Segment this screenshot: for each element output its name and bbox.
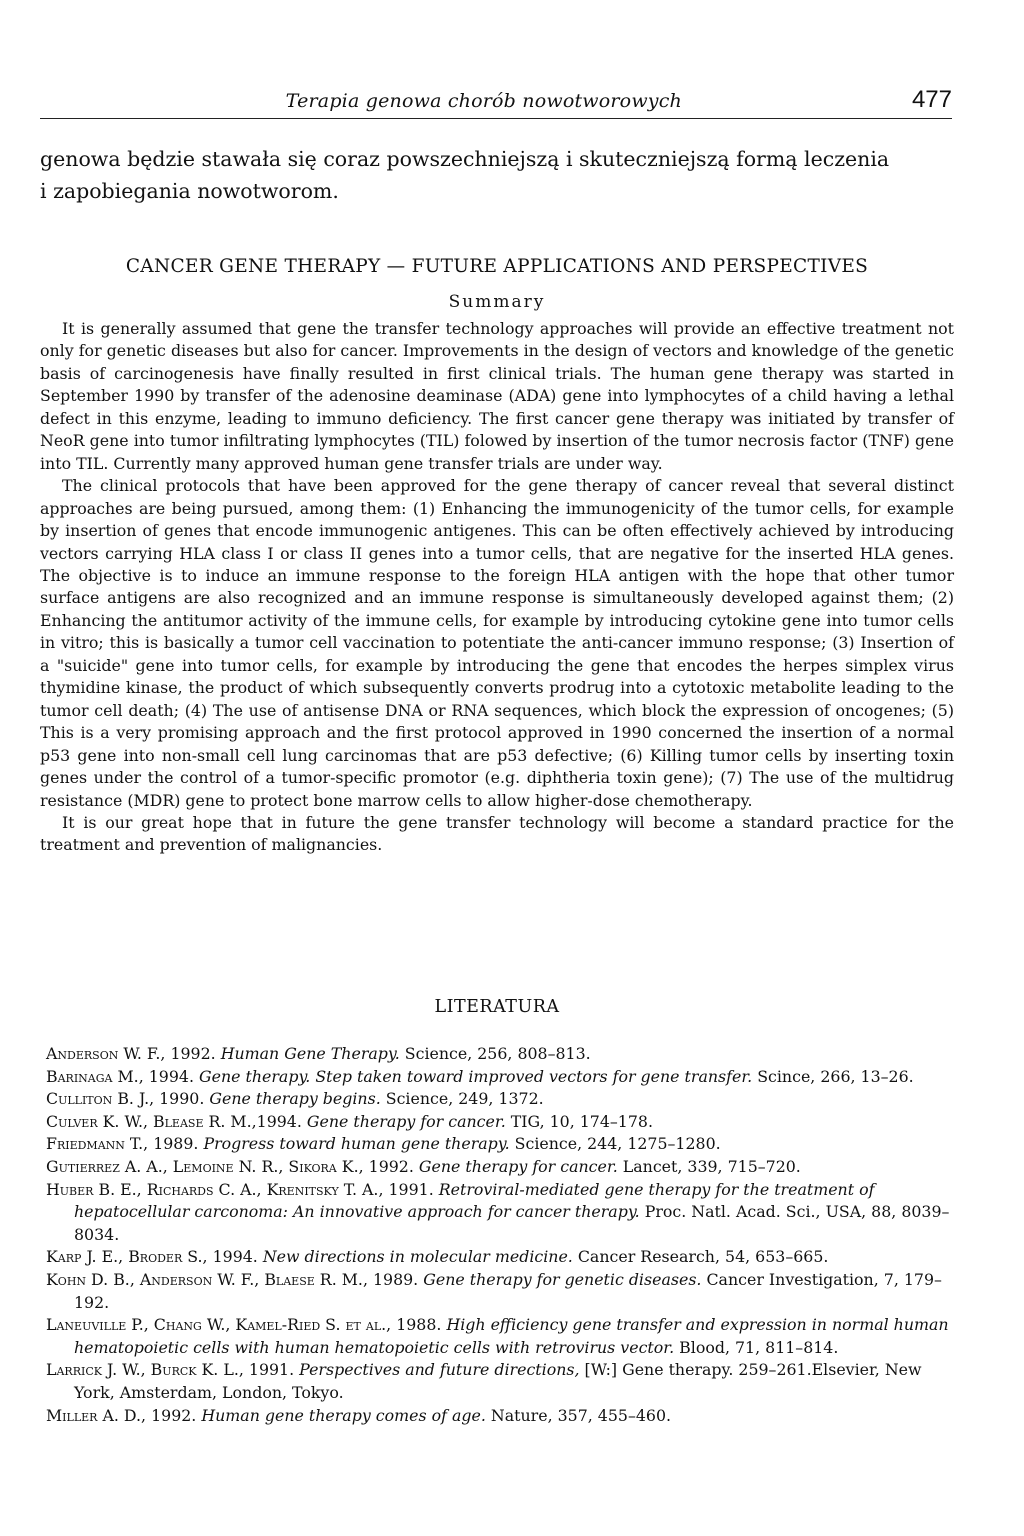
reference-authors: Laneuville P., Chang W., Kamel-Ried S. et al. (46, 1315, 387, 1335)
reference-authors: Huber B. E., Richards C. A., Krenitsky T. A. (46, 1179, 379, 1199)
reference-title: Gene therapy for cancer. (418, 1156, 618, 1176)
reference-source: TIG, 10, 174–178. (505, 1111, 653, 1131)
summary-label: Summary (448, 292, 546, 312)
reference-year: , 1994. (202, 1247, 263, 1267)
reference-source: [W:] Gene therapy. 259–261.Elsevier, New York, Amsterdam, London, Tokyo. (74, 1360, 922, 1402)
reference-item (46, 1246, 954, 1269)
reference-source: Nature, 357, 455–460. (485, 1405, 672, 1425)
reference-item (46, 1066, 954, 1089)
reference-item (46, 1133, 954, 1156)
intro-text (40, 143, 954, 207)
summary-body (40, 318, 954, 857)
reference-item (46, 1314, 954, 1359)
reference-authors: Culliton B. J. (46, 1089, 150, 1109)
reference-year: , 1992. (141, 1405, 202, 1425)
running-title: Terapia genowa chorób nowotworowych (285, 90, 682, 112)
reference-year: , 1989. (362, 1269, 424, 1289)
reference-year: , 1992. (358, 1156, 419, 1176)
reference-source: Cancer Investigation, 7, 179–192. (74, 1269, 942, 1312)
reference-item (46, 1269, 954, 1314)
reference-source: Cancer Research, 54, 653–665. (572, 1247, 829, 1267)
reference-source: Blood, 71, 811–814. (674, 1337, 839, 1357)
reference-source: Science, 256, 808–813. (399, 1044, 591, 1063)
reference-title: Human gene therapy comes of age. (201, 1405, 486, 1425)
reference-title: Perspectives and future directions, (299, 1360, 580, 1380)
reference-year: , 1988. (386, 1315, 447, 1335)
reference-item (46, 1359, 954, 1404)
reference-authors: Larrick J. W., Burck K. L. (46, 1360, 239, 1380)
english-title: CANCER GENE THERAPY — FUTURE APPLICATIONS AND PERSPECTIVES (125, 256, 869, 277)
reference-list (46, 1043, 954, 1427)
reference-title: Gene therapy begins. (209, 1089, 381, 1109)
literature-heading: LITERATURA (434, 997, 560, 1017)
reference-title: Human Gene Therapy. (220, 1044, 400, 1063)
reference-item (46, 1088, 954, 1111)
reference-year: , 1991. (238, 1360, 300, 1380)
summary-paragraph: It is generally assumed that gene the transfer technology approaches will provide an effective treatment not only for genetic diseases but also for cancer. Improvements in the design of vectors and knowledge of the genetic basis of carcinogenesis have finally resulted in first clinical trials. The human gene therapy was started in September 1990 by transfer of the adenosine deaminase (ADA) gene into lymphocytes of a child having a lethal defect in this enzyme, leading to immuno deficiency. The first cancer gene therapy was initiated by transfer of NeoR gene into tumor infiltrating lymphocytes (TIL) folowed by insertion of the tumor necrosis factor (TNF) gene into TIL. Currently many approved human gene transfer trials are under way. (40, 319, 954, 473)
reference-title: High efficiency gene transfer and expression in normal human hematopoietic cells with human hematopoietic cells with retrovirus vector. (74, 1315, 949, 1357)
intro-line: genowa będzie stawała się coraz powszechniejszą i skuteczniejszą formą leczenia (40, 147, 890, 171)
summary-paragraph: It is our great hope that in future the gene transfer technology will become a standard practice for the treatment and prevention of malignancies. (40, 812, 954, 855)
reference-item (46, 1111, 954, 1134)
reference-year: , 1991. (378, 1179, 439, 1199)
reference-authors: Culver K. W., Blease R. M. (46, 1111, 252, 1131)
intro-line: i zapobiegania nowotworom. (40, 179, 339, 203)
reference-source: Proc. Natl. Acad. Sci., USA, 88, 8039–8034. (74, 1202, 950, 1244)
reference-title: Gene therapy for genetic diseases. (423, 1269, 702, 1289)
reference-title: Gene therapy. Step taken toward improved vectors for gene transfer. (199, 1066, 753, 1086)
reference-source: Science, 249, 1372. (380, 1089, 544, 1109)
reference-authors: Karp J. E., Broder S. (46, 1247, 203, 1267)
reference-authors: Barinaga M. (46, 1066, 139, 1086)
reference-authors: Kohn D. B., Anderson W. F., Blaese R. M. (46, 1269, 363, 1289)
reference-authors: Gutierrez A. A., Lemoine N. R., Sikora K. (46, 1156, 359, 1176)
reference-title: Retroviral-mediated gene therapy for the treatment of hepatocellular carconoma: An innovative approach for cancer therapy. (74, 1179, 875, 1222)
page-header (40, 84, 952, 119)
reference-item (46, 1156, 954, 1179)
reference-source: Science, 244, 1275–1280. (509, 1134, 721, 1154)
reference-year: , 1989. (143, 1134, 204, 1154)
reference-authors: Anderson W. F. (46, 1044, 161, 1063)
page-number: 477 (911, 86, 952, 113)
reference-source: Scince, 266, 13–26. (752, 1066, 914, 1086)
reference-title: Progress toward human gene therapy. (203, 1134, 510, 1154)
reference-source: Lancet, 339, 715–720. (617, 1156, 801, 1176)
reference-item (46, 1179, 954, 1247)
reference-title: New directions in molecular medicine. (262, 1247, 573, 1267)
reference-year: , 1994. (138, 1066, 199, 1086)
reference-year: , 1990. (149, 1089, 210, 1109)
summary-paragraph: The clinical protocols that have been approved for the gene therapy of cancer reveal that several distinct approaches are being pursued, among them: (1) Enhancing the immunogenicity of the tumor cells, for example by insertion of genes that encode immunogenic antigenes. This can be often effectively achieved by introducing vectors carrying HLA class I or class II genes into a tumor cells, that are negative for the inserted HLA genes. The objective is to induce an immune response to the foreign HLA antigen with the hope that other tumor surface antigens are also recognized and an immune response is simultaneously developed against them; (2) Enhancing the antitumor activity of the immune cells, for example by introducing cytokine gene into tumor cells in vitro; this is basically a tumor cell vaccination to potentiate the anti-cancer immuno response; (3) Insertion of a "suicide" gene into tumor cells, for example by introducing the gene that encodes the herpes simplex virus thymidine kinase, the product of which subsequently converts prodrug into a cytotoxic metabolite leading to the tumor cell death; (4) The use of antisense DNA or RNA sequences, which block the expression of oncogenes; (5) This is a very promising approach and the first protocol approved in 1990 concerned the insertion of a normal p53 gene into non-small cell lung carcinomas that are p53 defective; (6) Killing tumor cells by inserting toxin genes under the control of a tumor-specific promotor (e.g. diphtheria toxin gene); (7) The use of the multidrug resistance (MDR) gene to protect bone marrow cells to allow higher-dose chemotherapy. (40, 476, 954, 810)
reference-item (46, 1405, 954, 1428)
reference-title: Gene therapy for cancer. (306, 1111, 506, 1131)
reference-item (46, 1043, 954, 1066)
reference-authors: Friedmann T. (46, 1134, 144, 1154)
reference-year: ,1994. (251, 1111, 307, 1131)
reference-authors: Miller A. D. (46, 1405, 142, 1425)
reference-year: , 1992. (160, 1044, 221, 1063)
